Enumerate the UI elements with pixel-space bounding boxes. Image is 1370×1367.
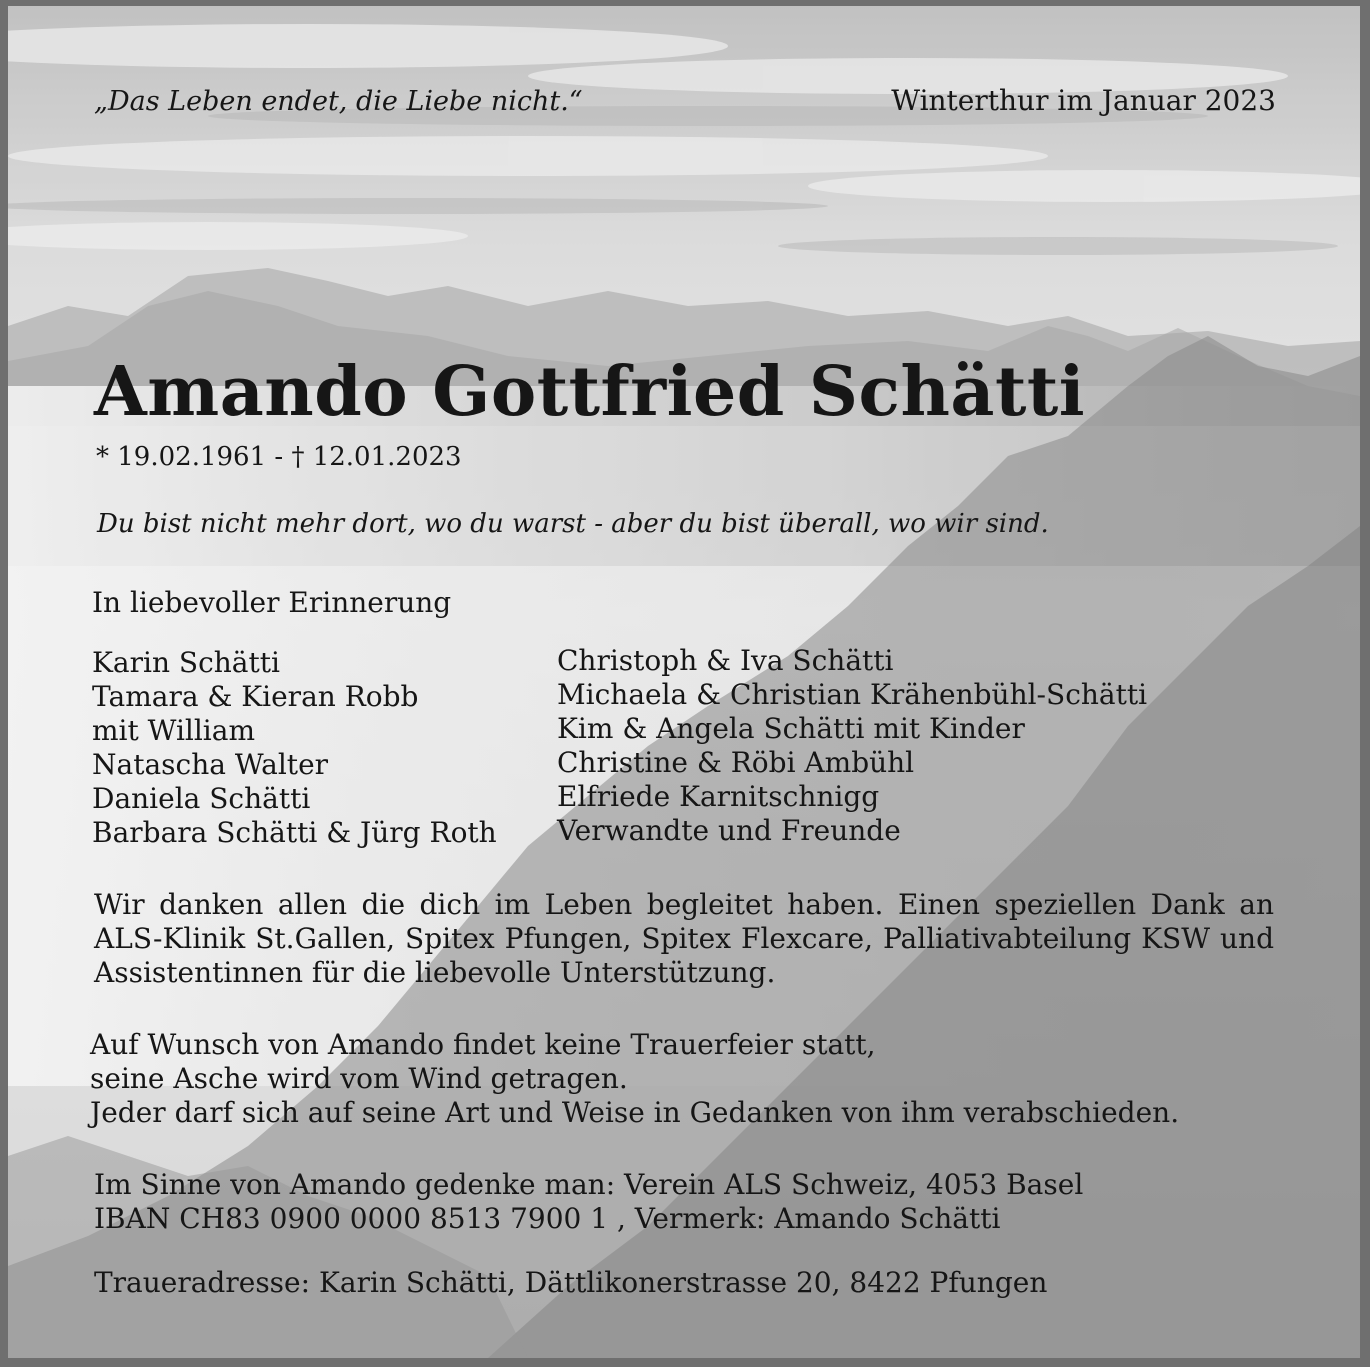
mourning-address: Traueradresse: Karin Schätti, Dättlikonerstrasse 20, 8422 Pfungen bbox=[94, 1266, 1048, 1299]
mourner-entry: Natascha Walter bbox=[92, 748, 329, 781]
mourner-entry: Verwandte und Freunde bbox=[557, 814, 901, 847]
mourner-entry: mit William bbox=[92, 714, 256, 747]
mourner-entry: Karin Schätti bbox=[92, 646, 280, 679]
mourners-list-left bbox=[92, 646, 497, 850]
mourner-entry: Christoph & Iva Schätti bbox=[557, 644, 894, 677]
obituary-card bbox=[8, 6, 1360, 1358]
mourners-intro: In liebevoller Erinnerung bbox=[92, 586, 452, 619]
mourner-entry: Michaela & Christian Krähenbühl-Schätti bbox=[557, 678, 1148, 711]
deceased-name: Amando Gottfried Schätti bbox=[94, 352, 1086, 432]
mourner-entry: Tamara & Kieran Robb bbox=[92, 680, 419, 713]
header-quote: „Das Leben endet, die Liebe nicht.“ bbox=[94, 86, 583, 117]
mourners-list-right bbox=[557, 644, 1147, 848]
life-dates: * 19.02.1961 - † 12.01.2023 bbox=[96, 442, 462, 472]
memorial-motto: Du bist nicht mehr dort, wo du warst - aber du bist überall, wo wir sind. bbox=[97, 509, 1049, 539]
donation-line: IBAN CH83 0900 0000 8513 7900 1 , Vermerk: Amando Schätti bbox=[94, 1202, 1001, 1235]
donation-info bbox=[94, 1168, 1083, 1236]
donation-line: Im Sinne von Amando gedenke man: Verein ALS Schweiz, 4053 Basel bbox=[94, 1168, 1084, 1201]
mourner-entry: Daniela Schätti bbox=[92, 782, 311, 815]
wish-line: Auf Wunsch von Amando findet keine Trauerfeier statt, bbox=[90, 1028, 876, 1061]
wish-paragraph bbox=[90, 1028, 1179, 1130]
mourner-entry: Christine & Röbi Ambühl bbox=[557, 746, 915, 779]
place-and-date: Winterthur im Januar 2023 bbox=[891, 84, 1276, 117]
mourner-entry: Kim & Angela Schätti mit Kinder bbox=[557, 712, 1025, 745]
wish-line: Jeder darf sich auf seine Art und Weise in Gedanken von ihm verabschieden. bbox=[90, 1096, 1180, 1129]
mourner-entry: Barbara Schätti & Jürg Roth bbox=[92, 816, 497, 849]
thanks-paragraph: Wir danken allen die dich im Leben begleitet haben. Einen speziellen Dank an ALS-Klinik St.Gallen, Spitex Pfungen, Spitex Flexcare, Palliativabteilung KSW und Assistentinnen für die liebevolle Unterstützung. bbox=[94, 888, 1274, 989]
wish-line: seine Asche wird vom Wind getragen. bbox=[90, 1062, 628, 1095]
mourner-entry: Elfriede Karnitschnigg bbox=[557, 780, 880, 813]
